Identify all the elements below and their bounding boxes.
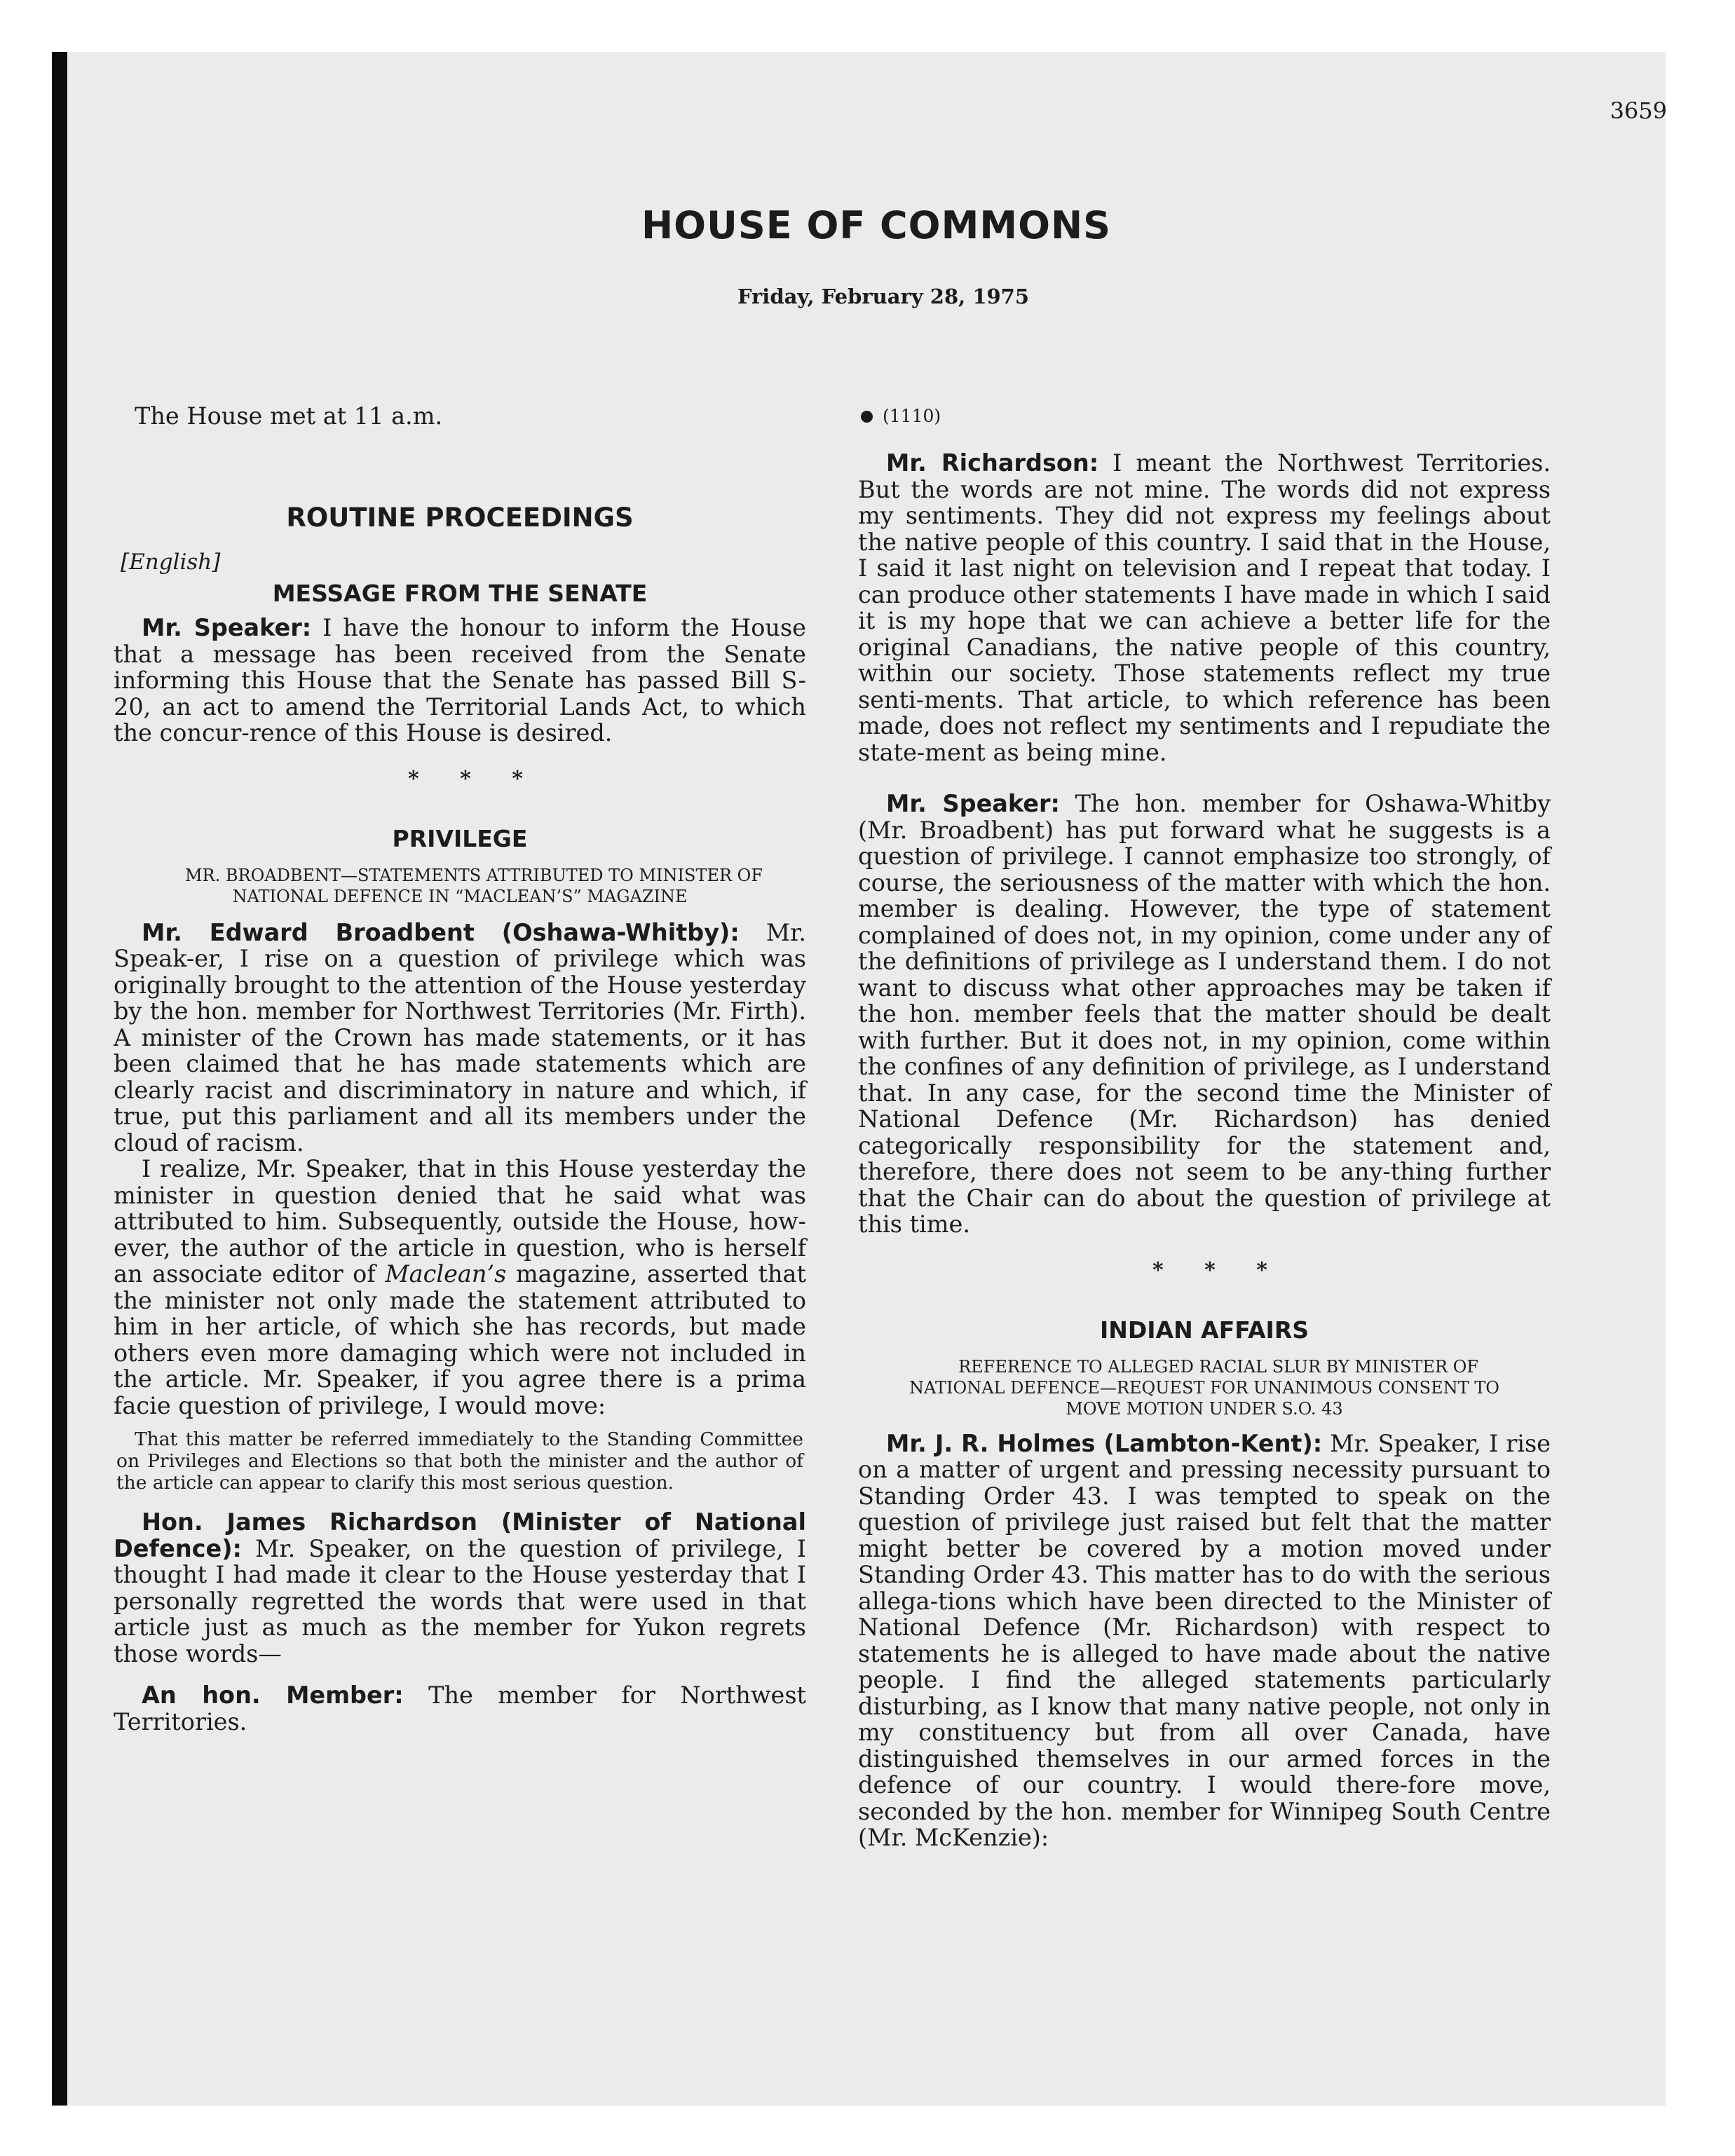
routine-proceedings-heading: ROUTINE PROCEEDINGS <box>286 502 634 533</box>
speaker-name: An hon. Member: <box>142 1681 404 1709</box>
broadbent-paragraph-2 <box>114 1156 806 1419</box>
bullet-icon <box>861 411 873 423</box>
speaker-name: Mr. Speaker: <box>142 614 312 641</box>
paragraph-text: I meant the Northwest Territories. But the words are not mine. The words did not express my sentiments. They did not express my feelings about the native people of this country. I said that in the House, I said it last night on television and I repeat that today. I can produce other statements I have made in which I said it is my hope that we can achieve a better life for the original Canadians, the native people of this country, within our society. Those statements reflect my true senti-ments. That article, to which reference has been made, does not reflect my sentiments and I repudiate the state-ment as being mine. <box>858 449 1551 766</box>
richardson-paragraph <box>114 1509 806 1667</box>
paragraph-text: The hon. member for Oshawa-Whitby (Mr. Broadbent) has put forward what he suggests is a question of privilege. I cannot emphasize too strongly, of course, the seriousness of the matter with which the hon. member is dealing. However, the type of statement complained of does not, in my opinion, come under any of the definitions of privilege as I understand them. I do not want to discuss what other approaches may be taken if the hon. member feels that the matter should be dealt with further. But it does not, in my opinion, come within the confines of any definition of privilege, as I understand that. In any case, for the second time the Minister of National Defence (Mr. Richardson) has denied categorically responsibility for the statement and, therefore, there does not seem to be any-thing further that the Chair can do about the question of privilege at this time. <box>858 790 1551 1238</box>
language-tag: [English] <box>121 550 221 575</box>
paragraph-text: Mr. Speaker, I rise on a matter of urgent and pressing necessity pursuant to Standing Order 43. I was tempted to speak on the question of privilege just raised but felt that the matter might better be covered by a motion moved under Standing Order 43. This matter has to do with the serious allega-tions which have been directed to the Minister of National Defence (Mr. Richardson) with respect to statements he is alleged to have made about the native people. I find the alleged statements particularly disturbing, as I know that many native people, not only in my constituency but from all over Canada, have distinguished themselves in our armed forces in the defence of our country. I would there-fore move, seconded by the hon. member for Winnipeg South Centre (Mr. McKenzie): <box>858 1429 1551 1851</box>
paragraph-text: Mr. Speak-er, I rise on a question of privilege which was originally brought to the attention of the House yesterday by the hon. member for Northwest Territories (Mr. Firth). A minister of the Crown has made statements, or it has been claimed that he has made statements which are clearly racist and discriminatory in nature and which, if true, put this parliament and all its members under the cloud of racism. <box>114 918 806 1157</box>
section-separator: * * * <box>1152 1257 1284 1283</box>
section-separator: * * * <box>408 766 540 791</box>
motion-text: That this matter be referred immediately to the Standing Committee on Privileges and Elections so that both the minister and the author of the article can appear to clarify this most serious question. <box>116 1428 803 1494</box>
senate-message-heading: MESSAGE FROM THE SENATE <box>272 579 648 607</box>
paragraph-text: The member for Northwest Territories. <box>114 1681 806 1735</box>
time-marker <box>861 403 1551 430</box>
time-marker-text: (1110) <box>883 406 941 426</box>
hon-member-paragraph <box>114 1682 806 1735</box>
broadbent-paragraph <box>114 920 806 1157</box>
magazine-title: Maclean’s <box>385 1260 507 1288</box>
holmes-paragraph <box>858 1431 1551 1851</box>
indian-affairs-subheading: REFERENCE TO ALLEGED RACIAL SLUR BY MINISTER OF NATIONAL DEFENCE—REQUEST FOR UNANIMOUS CONSENT TO MOVE MOTION UNDER S.O. 43 <box>909 1356 1499 1419</box>
sitting-date: Friday, February 28, 1975 <box>737 285 1030 308</box>
speaker-name: Mr. J. R. Holmes (Lambton-Kent): <box>886 1429 1323 1457</box>
paragraph-text: I realize, Mr. Speaker, that in this House yesterday the minister in question denied that he said what was attributed to him. Subsequently, outside the House, how-ever, the author of the article in question, who is herself an associate editor of <box>114 1155 806 1288</box>
richardson-reply-paragraph <box>858 450 1551 765</box>
left-column <box>114 403 806 1735</box>
speaker-name: Mr. Speaker: <box>886 790 1060 817</box>
page-number: 3659 <box>1610 97 1667 124</box>
privilege-subheading: MR. BROADBENT—STATEMENTS ATTRIBUTED TO MINISTER OF NATIONAL DEFENCE IN “MACLEAN’S” MAGAZINE <box>184 865 763 906</box>
speaker-ruling-paragraph <box>858 791 1551 1238</box>
speaker-name: Mr. Edward Broadbent (Oshawa-Whitby): <box>142 918 740 946</box>
indian-affairs-heading: INDIAN AFFAIRS <box>1099 1316 1309 1344</box>
right-column <box>858 403 1551 1851</box>
senate-message-paragraph <box>114 615 806 746</box>
privilege-heading: PRIVILEGE <box>392 825 528 852</box>
speaker-name: Hon. James Richardson (Minister of National Defence): <box>114 1508 806 1562</box>
paragraph-text: magazine, asserted that the minister not only made the statement attributed to him in her article, of which she has records, but made others even more damaging which were not included in the article. Mr. Speaker, if you agree there is a prima facie question of privilege, I would move: <box>114 1260 806 1419</box>
paragraph-text: Mr. Speaker, on the question of privilege, I thought I had made it clear to the House yesterday that I personally regretted the words that were used in that article just as much as the member for Yukon regrets those words— <box>114 1534 806 1667</box>
opening-line: The House met at 11 a.m. <box>135 402 443 430</box>
document-title: HOUSE OF COMMONS <box>641 203 1112 247</box>
speaker-name: Mr. Richardson: <box>886 449 1099 477</box>
paragraph-text: I have the honour to inform the House that a message has been received from the Senate informing this House that the Senate has passed Bill S-20, an act to amend the Territorial Lands Act, to which the concur-rence of this House is desired. <box>114 614 806 746</box>
